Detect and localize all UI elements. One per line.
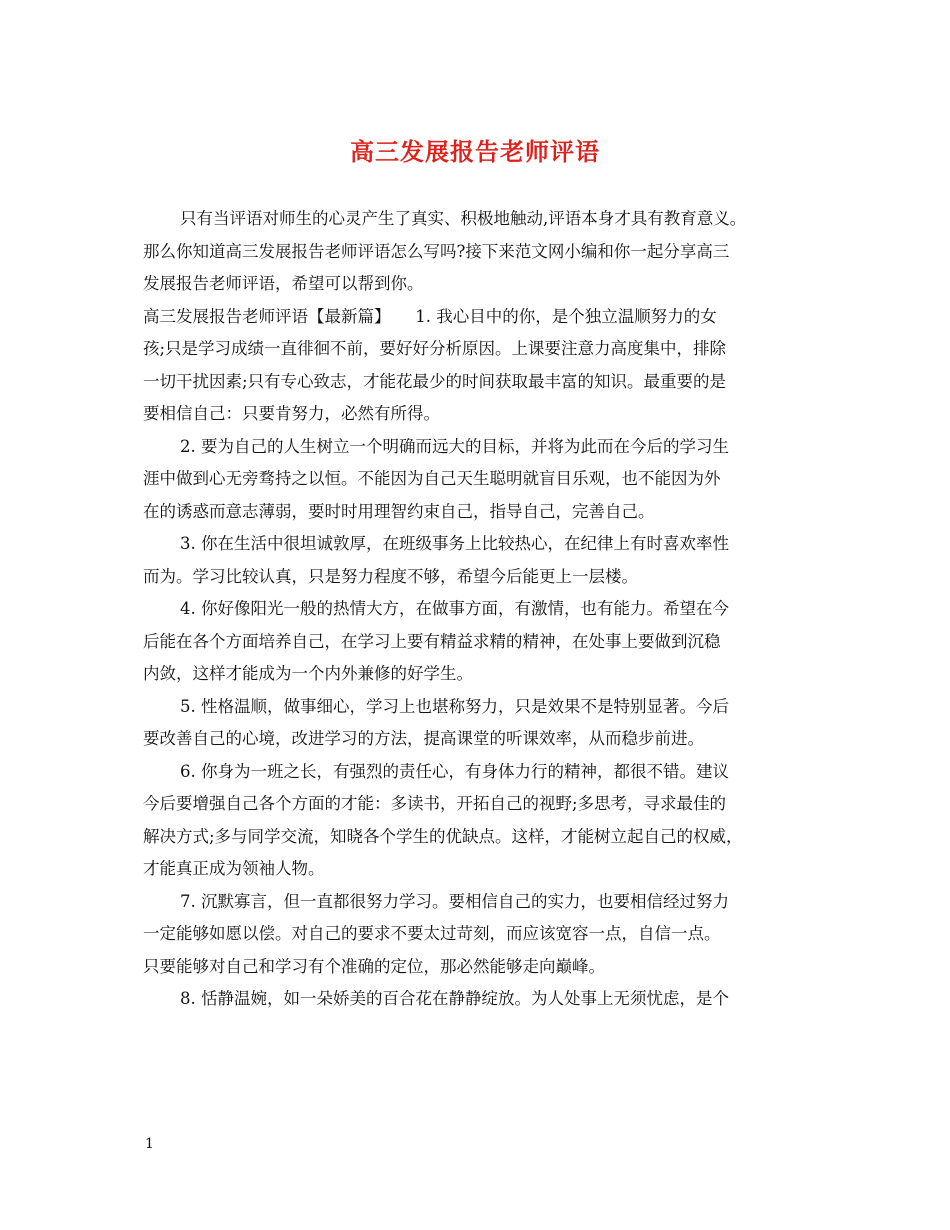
text-line: 高三发展报告老师评语【最新篇】 1. 我心目中的你，是个独立温顺努力的女 <box>143 306 717 326</box>
text-line: 要改善自己的心境，改进学习的方法，提高课堂的听课效率，从而稳步前进。 <box>143 729 704 748</box>
text-line: 而为。学习比较认真，只是努力程度不够，希望今后能更上一层楼。 <box>143 566 638 586</box>
text-line: 才能真正成为领袖人物。 <box>143 859 325 878</box>
text-line: 6. 你身为一班之长，有强烈的责任心，有身体力行的精神，都很不错。建议 <box>180 761 729 781</box>
text-line: 一定能够如愿以偿。对自己的要求不要太过苛刻，而应该宽容一点，自信一点。 <box>143 924 721 943</box>
text-line: 涯中做到心无旁骛持之以恒。不能因为自己天生聪明就盲目乐观，也不能因为外 <box>143 469 721 488</box>
text-line: 8. 恬静温婉，如一朵娇美的百合花在静静绽放。为人处事上无须忧虑，是个 <box>180 989 729 1008</box>
text-line: 解决方式;多与同学交流，知晓各个学生的优缺点。这样，才能树立起自己的权威， <box>143 826 743 846</box>
text-line: 一切干扰因素;只有专心致志，才能花最少的时间获取最丰富的知识。最重要的是 <box>143 371 727 391</box>
page-number: 1 <box>145 1136 154 1152</box>
text-line: 要相信自己：只要肯努力，必然有所得。 <box>143 404 440 423</box>
text-line: 只有当评语对师生的心灵产生了真实、积极地触动,评语本身才具有教育意义。 <box>180 209 747 228</box>
text-line: 那么你知道高三发展报告老师评语怎么写吗?接下来范文网小编和你一起分享高三 <box>143 241 730 261</box>
text-line: 2. 要为自己的人生树立一个明确而远大的目标，并将为此而在今后的学习生 <box>180 436 729 456</box>
text-line: 5. 性格温顺，做事细心，学习上也堪称努力，只是效果不是特别显著。今后 <box>180 696 729 716</box>
document-body <box>143 203 813 1016</box>
text-line: 内敛，这样才能成为一个内外兼修的好学生。 <box>143 664 473 683</box>
text-line: 4. 你好像阳光一般的热情大方，在做事方面，有激情，也有能力。希望在今 <box>180 599 729 618</box>
text-line: 发展报告老师评语，希望可以帮到你。 <box>143 274 424 293</box>
document-title: 高三发展报告老师评语 <box>350 137 600 166</box>
text-line: 在的诱惑而意志薄弱，要时时用理智约束自己，指导自己，完善自己。 <box>143 501 655 521</box>
text-line: 7. 沉默寡言，但一直都很努力学习。要相信自己的实力，也要相信经过努力 <box>180 891 729 911</box>
text-line: 3. 你在生活中很坦诚敦厚，在班级事务上比较热心，在纪律上有时喜欢率性 <box>180 534 729 553</box>
text-line: 孩;只是学习成绩一直徘徊不前，要好好分析原因。上课要注意力高度集中，排除 <box>143 339 727 358</box>
text-line: 只要能够对自己和学习有个准确的定位，那必然能够走向巅峰。 <box>143 956 605 976</box>
text-line: 后能在各个方面培养自己，在学习上要有精益求精的精神，在处事上要做到沉稳 <box>143 631 721 651</box>
text-line: 今后要增强自己各个方面的才能：多读书，开拓自己的视野;多思考，寻求最佳的 <box>143 794 727 813</box>
